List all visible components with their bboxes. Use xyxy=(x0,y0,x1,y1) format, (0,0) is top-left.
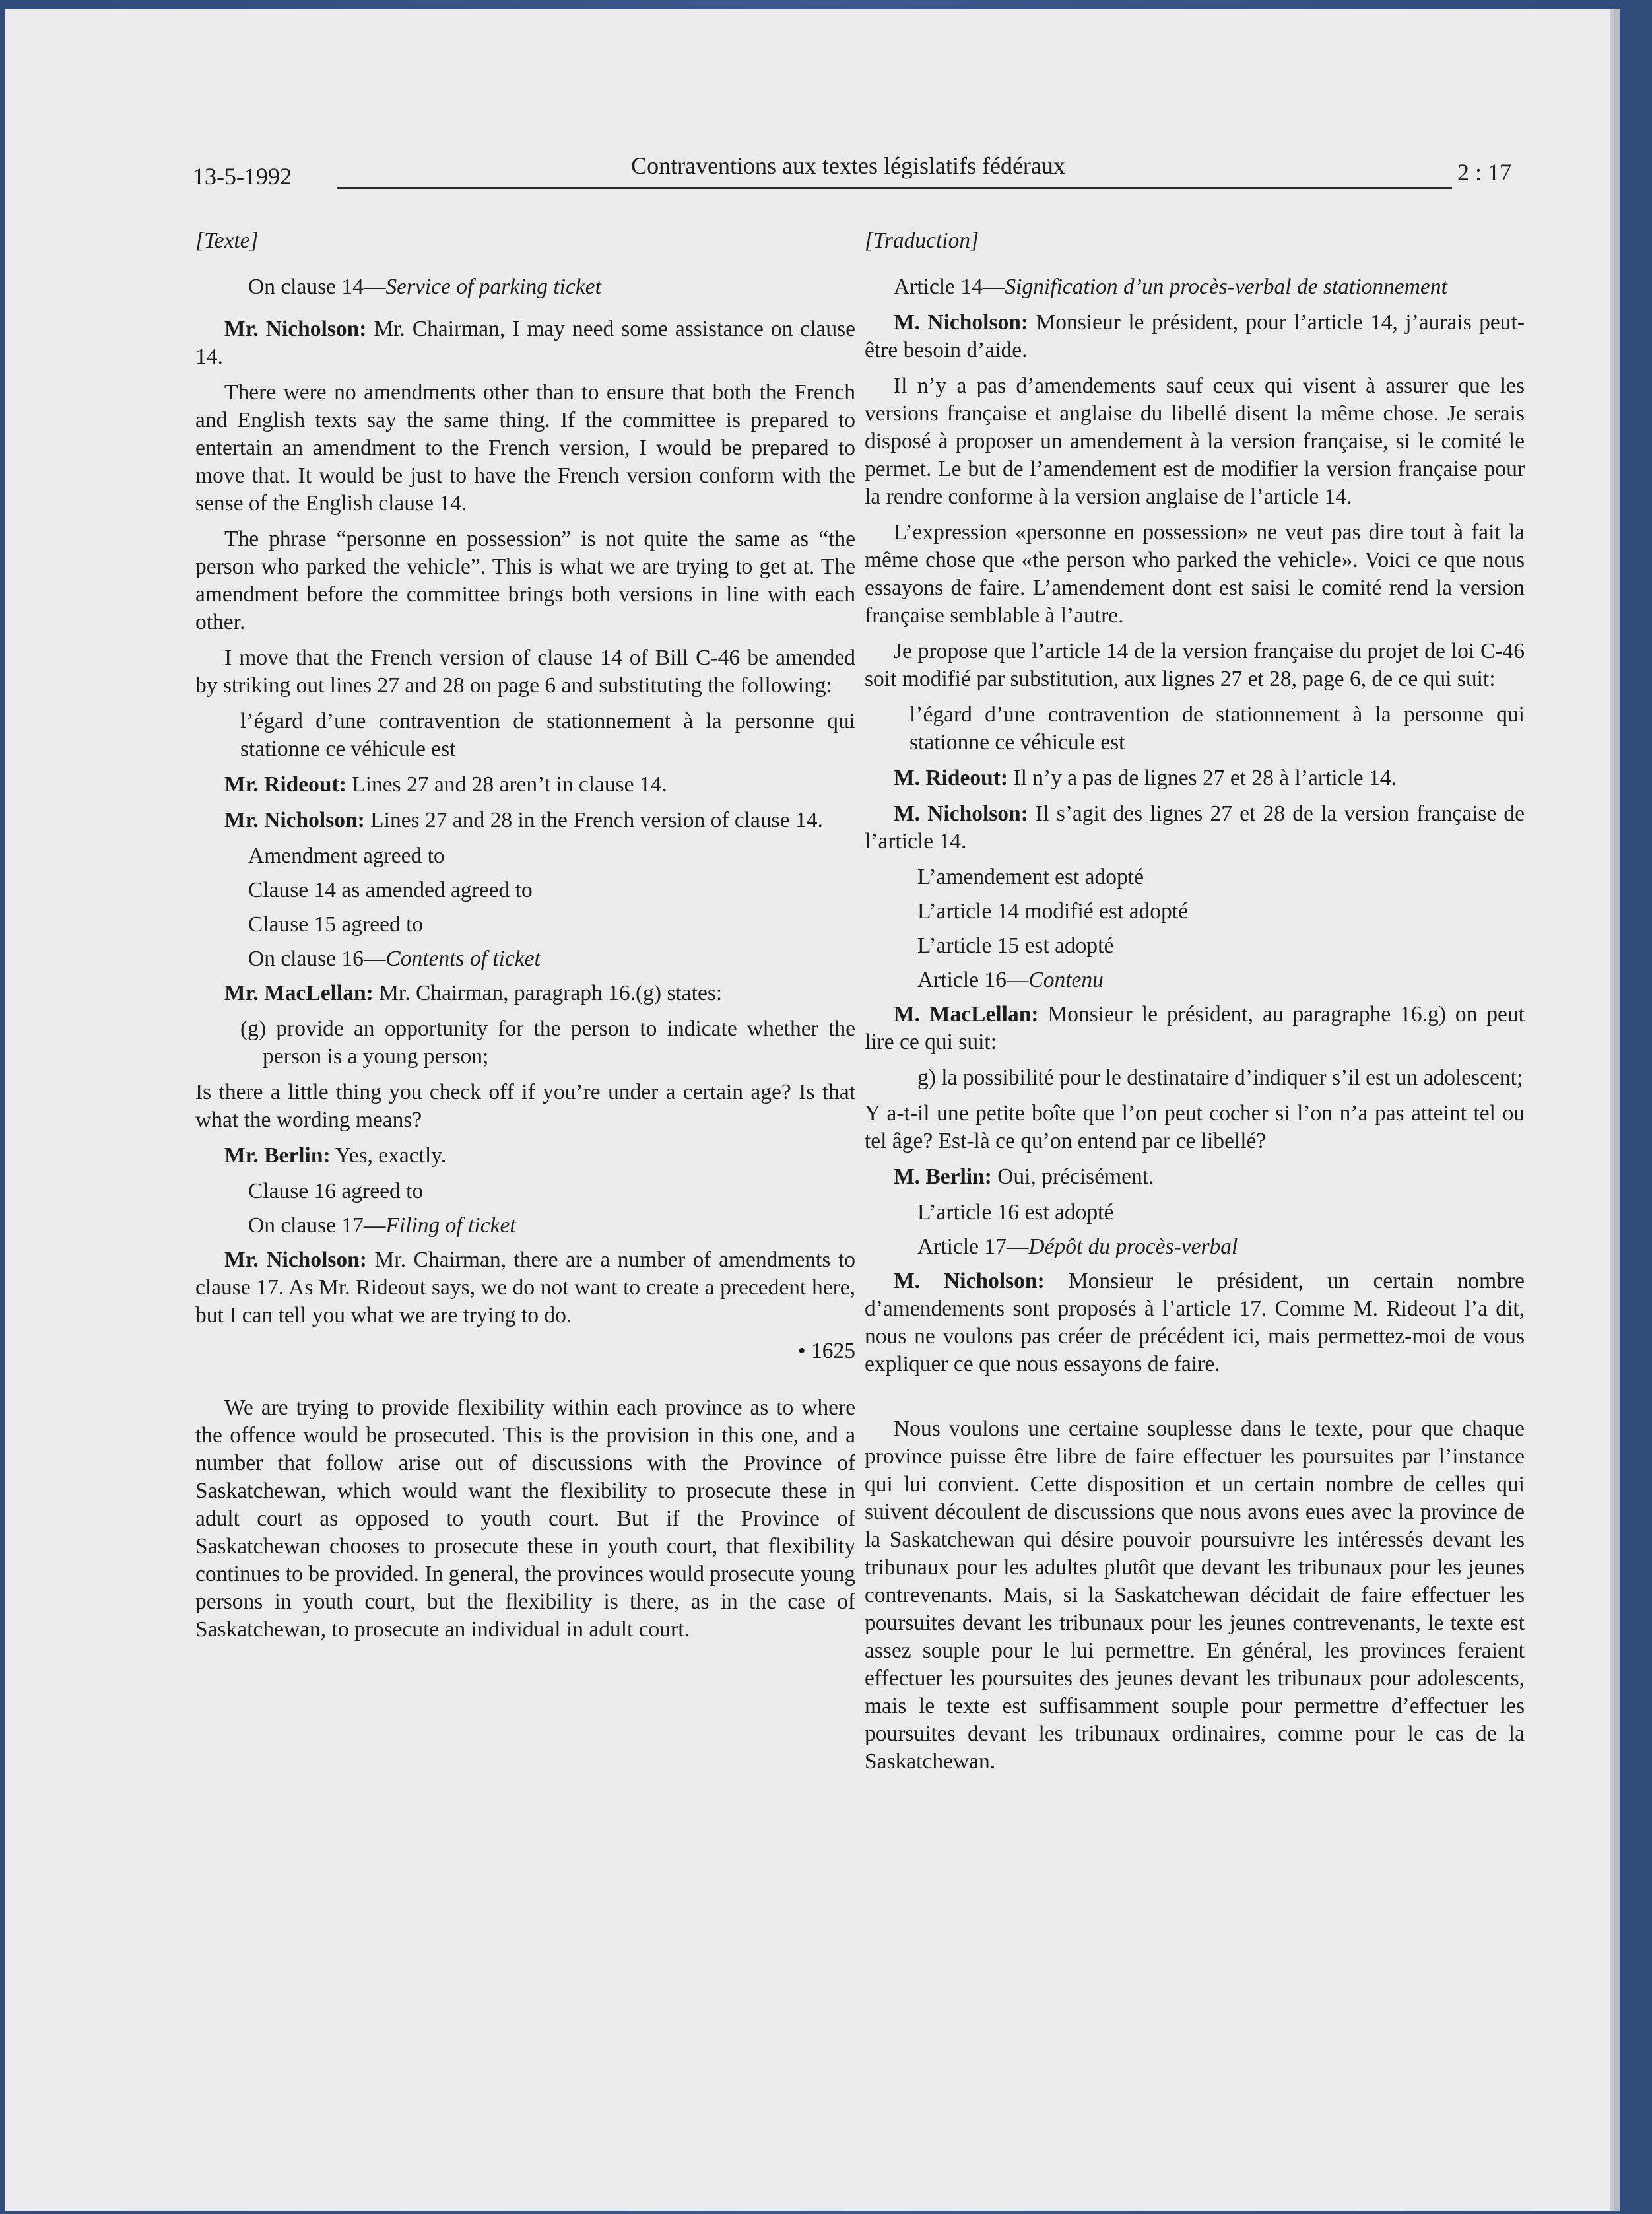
resolution: Clause 14 as amended agreed to xyxy=(248,878,533,902)
paragraph: Je propose que l’article 14 de la version française du projet de loi C-46 soit modifié par substitution, aux lignes 27 et 28, page 6, de ce qui suit: xyxy=(865,639,1525,691)
speaker: M. Nicholson: xyxy=(894,1269,1045,1293)
speaker: M. Rideout: xyxy=(894,766,1008,790)
clause-heading: Article 14—Signification d’un procès-verbal de stationnement xyxy=(894,275,1447,299)
paragraph: Mr. Nicholson: Mr. Chairman, there are a number of amendments to clause 17. As Mr. Rideout says, we do not want to create a precedent here, but I can tell you what we are trying to do. xyxy=(195,1248,855,1327)
clause-heading: On clause 17—Filing of ticket xyxy=(248,1213,516,1238)
paragraph: Mr. MacLellan: Mr. Chairman, paragraph 16.(g) states: xyxy=(224,981,723,1005)
header-page-number: 2 : 17 xyxy=(1457,159,1511,185)
paragraph: L’expression «personne en possession» ne veut pas dire tout à fait la même chose que «the person who parked the vehicle». Voici ce que nous essayons de faire. L’amendement dont est saisi le comité rend la version française semblable à l’autre. xyxy=(865,520,1525,628)
paragraph: We are trying to provide flexibility within each province as to where the offence would be prosecuted. This is the provision in this one, and a number that follow arise out of discussions with the Province of Saskatchewan, which would want the flexibility to prosecute these in adult court as opposed to youth court. But if the Province of Saskatchewan chooses to prosecute these in youth court, that flexibility continues to be provided. In general, the provinces would prosecute young persons in youth court, but the flexibility is there, as in the case of Saskatchewan, to prosecute an individual in adult court. xyxy=(195,1395,855,1642)
clause-heading: Article 16—Contenu xyxy=(917,968,1104,992)
paragraph: There were no amendments other than to ensure that both the French and English texts say the same thing. If the committee is prepared to entertain an amendment to the French version, I would be prepared to move that. It would be just to have the French version conform with the sense of the English clause 14. xyxy=(195,380,855,516)
header-title: Contraventions aux textes législatifs fédéraux xyxy=(631,152,1065,179)
paragraph: M. Nicholson: Monsieur le président, un certain nombre d’amendements sont proposés à l’article 17. Comme M. Rideout l’a dit, nous ne voulons pas créer de précédent ici, mais permettez-moi de vous expliquer ce que nous essayons de faire. xyxy=(865,1269,1525,1376)
resolution: L’article 15 est adopté xyxy=(917,933,1114,958)
header-rule xyxy=(337,187,1452,189)
column-tag: [Texte] xyxy=(195,228,259,253)
page-header xyxy=(185,148,1511,194)
quoted-text: g) la possibilité pour le destinataire d’indiquer s’il est un adolescent; xyxy=(917,1065,1523,1090)
quoted-text: l’égard d’une contravention de stationnement à la personne qui stationne ce véhicule est xyxy=(909,702,1525,755)
header-date: 13-5-1992 xyxy=(193,163,292,189)
french-column xyxy=(865,227,1525,1784)
speaker: M. Berlin: xyxy=(894,1164,992,1189)
timestamp: • 1625 xyxy=(797,1339,855,1363)
paragraph: Y a-t-il une petite boîte que l’on peut cocher si l’on n’a pas atteint tel ou tel âge? Est-là ce qu’on entend par ce libellé? xyxy=(865,1101,1525,1153)
speaker: Mr. MacLellan: xyxy=(224,981,374,1005)
resolution: L’article 16 est adopté xyxy=(917,1200,1114,1224)
resolution: Clause 15 agreed to xyxy=(248,912,424,937)
paragraph: I move that the French version of clause 14 of Bill C-46 be amended by striking out lines 27 and 28 on page 6 and substituting the following: xyxy=(195,646,855,698)
column-tag: [Traduction] xyxy=(865,228,979,253)
speaker: Mr. Nicholson: xyxy=(224,1248,367,1272)
speaker: Mr. Nicholson: xyxy=(224,808,365,832)
paragraph: Mr. Nicholson: Lines 27 and 28 in the French version of clause 14. xyxy=(224,808,823,832)
clause-heading: On clause 14—Service of parking ticket xyxy=(248,275,601,299)
speaker: M. Nicholson: xyxy=(894,310,1029,335)
resolution: L’article 14 modifié est adopté xyxy=(917,899,1188,923)
spacer xyxy=(865,1386,1525,1415)
clause-heading: On clause 16—Contents of ticket xyxy=(248,947,541,971)
paragraph: Il n’y a pas d’amendements sauf ceux qui visent à assurer que les versions française et anglaise du libellé disent la même chose. Je serais disposé à proposer un amendement à la version française, si le comité le permet. Le but de l’amendement est de modifier la version française pour la rendre conforme à la version anglaise de l’article 14. xyxy=(865,374,1525,509)
paragraph: M. Berlin: Oui, précisément. xyxy=(894,1164,1154,1189)
paragraph: M. Nicholson: Monsieur le président, pour l’article 14, j’aurais peut-être besoin d’aide. xyxy=(865,310,1525,362)
english-column xyxy=(195,227,855,1652)
paragraph: Mr. Berlin: Yes, exactly. xyxy=(224,1143,447,1168)
speaker: M. MacLellan: xyxy=(894,1002,1039,1026)
resolution: Clause 16 agreed to xyxy=(248,1179,424,1203)
clause-heading: Article 17—Dépôt du procès-verbal xyxy=(917,1234,1238,1259)
paragraph: The phrase “personne en possession” is not quite the same as “the person who parked the vehicle”. This is what we are trying to get at. The amendment before the committee brings both versions in line with each other. xyxy=(195,527,855,634)
paragraph: M. Nicholson: Il s’agit des lignes 27 et 28 de la version française de l’article 14. xyxy=(865,801,1525,854)
paragraph: Mr. Rideout: Lines 27 and 28 aren’t in clause 14. xyxy=(224,772,667,797)
speaker: Mr. Nicholson: xyxy=(224,317,367,341)
quoted-text: l’égard d’une contravention de stationnement à la personne qui stationne ce véhicule est xyxy=(240,709,855,761)
paragraph: Mr. Nicholson: Mr. Chairman, I may need some assistance on clause 14. xyxy=(195,317,855,369)
paragraph: Is there a little thing you check off if you’re under a certain age? Is that what the wording means? xyxy=(195,1080,855,1132)
speaker: Mr. Rideout: xyxy=(224,772,347,797)
resolution: Amendment agreed to xyxy=(248,844,445,868)
paragraph: Nous voulons une certaine souplesse dans le texte, pour que chaque province puisse être libre de faire effectuer les poursuites par l’instance qui lui convient. Cette disposition et un certain nombre de celles qui suivent découlent de discussions que nous avons eues avec la province de la Saskatchewan qui désire pouvoir poursuivre les intéressés devant les tribunaux pour les adultes plutôt que devant les tribunaux pour les jeunes contrevenants. Mais, si la Saskatchewan décidait de faire effectuer les poursuites devant les tribunaux pour les jeunes contrevenants, le texte est assez souple pour le lui permettre. En général, les provinces feraient effectuer les poursuites des jeunes devant les tribunaux pour adolescents, mais le texte est suffisamment souple pour permettre d’effectuer les poursuites devant les tribunaux ordinaires, comme pour le cas de la Saskatchewan. xyxy=(865,1417,1525,1774)
document-page xyxy=(5,9,1610,2211)
paragraph: M. MacLellan: Monsieur le président, au paragraphe 16.g) on peut lire ce qui suit: xyxy=(865,1002,1525,1054)
speaker: M. Nicholson: xyxy=(894,801,1028,826)
speaker: Mr. Berlin: xyxy=(224,1143,331,1168)
resolution: L’amendement est adopté xyxy=(917,865,1144,889)
quoted-text: (g) provide an opportunity for the person to indicate whether the person is a young person; xyxy=(240,1017,855,1069)
paragraph: M. Rideout: Il n’y a pas de lignes 27 et 28 à l’article 14. xyxy=(894,766,1397,790)
